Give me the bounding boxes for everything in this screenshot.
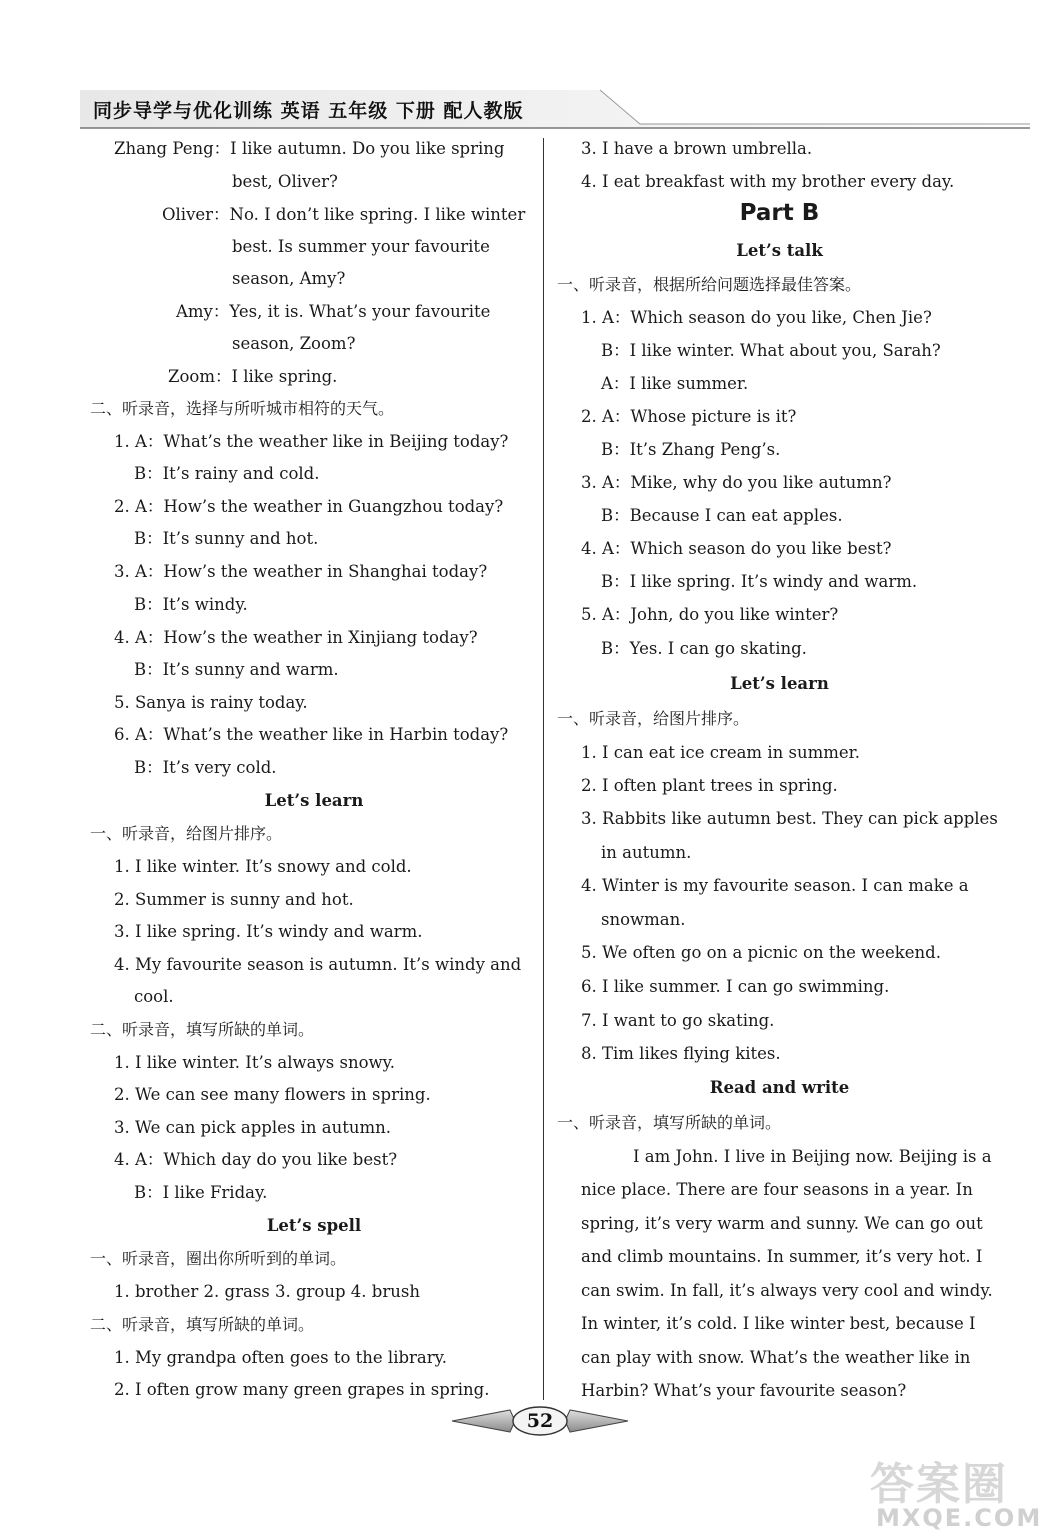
text-line: 6. I like summer. I can go swimming. xyxy=(581,977,890,996)
text-line: in autumn. xyxy=(601,843,692,862)
text-line: 7. I want to go skating. xyxy=(581,1011,775,1030)
text-line: Zhang Peng：I like autumn. Do you like spring xyxy=(114,139,505,158)
text-line: 1. brother 2. grass 3. group 4. brush xyxy=(114,1282,420,1301)
text-line: Oliver：No. I don’t like spring. I like winter xyxy=(162,205,526,224)
text-line: spring, it’s very warm and sunny. We can go out xyxy=(581,1214,983,1233)
text-line: B：I like Friday. xyxy=(134,1183,268,1202)
watermark-logo xyxy=(870,1448,1043,1536)
text-line: nice place. There are four seasons in a year. In xyxy=(581,1180,973,1199)
text-line: 4. A：Which day do you like best? xyxy=(114,1150,398,1169)
text-line: B：I like winter. What about you, Sarah? xyxy=(601,341,941,360)
text-line: 2. A：How’s the weather in Guangzhou today? xyxy=(114,497,504,516)
text-line: best. Is summer your favourite xyxy=(232,237,490,256)
column-divider xyxy=(543,138,544,1400)
text-line: 2. Summer is sunny and hot. xyxy=(114,890,354,909)
exercise-instruction: 一、听录音，给图片排序。 xyxy=(557,709,750,728)
text-line: 3. A：How’s the weather in Shanghai today? xyxy=(114,562,488,581)
exercise-instruction: 一、听录音，根据所给问题选择最佳答案。 xyxy=(557,275,862,294)
exercise-instruction: 一、听录音，填写所缺的单词。 xyxy=(557,1113,782,1132)
text-line: 2. I often grow many green grapes in spring. xyxy=(114,1380,490,1399)
text-line: season, Amy? xyxy=(232,269,346,288)
text-line: 1. A：Which season do you like, Chen Jie? xyxy=(581,308,932,327)
text-line: 4. A：Which season do you like best? xyxy=(581,539,892,558)
section-heading: Let’s talk xyxy=(736,241,823,260)
text-line: B：It’s rainy and cold. xyxy=(134,464,320,483)
exercise-instruction: 一、听录音，圈出你所听到的单词。 xyxy=(90,1249,347,1268)
text-line: B：It’s windy. xyxy=(134,595,248,614)
section-heading: Let’s spell xyxy=(266,1216,362,1235)
text-line: can play with snow. What’s the weather like in xyxy=(581,1348,971,1367)
exercise-instruction: 二、听录音，选择与所听城市相符的天气。 xyxy=(90,399,395,418)
text-line: B：It’s very cold. xyxy=(134,758,277,777)
section-heading: Let’s learn xyxy=(264,791,364,810)
text-line: 4. My favourite season is autumn. It’s windy and xyxy=(114,955,522,974)
text-line: 5. A：John, do you like winter? xyxy=(581,605,839,624)
text-line: 8. Tim likes flying kites. xyxy=(581,1044,781,1063)
exercise-instruction: 二、听录音，填写所缺的单词。 xyxy=(90,1020,315,1039)
text-line: 3. Rabbits like autumn best. They can pick apples xyxy=(581,809,998,828)
text-line: B：Yes. I can go skating. xyxy=(601,639,807,658)
text-line: B：Because I can eat apples. xyxy=(601,506,843,525)
text-line: Harbin? What’s your favourite season? xyxy=(581,1381,907,1400)
text-line: season, Zoom? xyxy=(232,334,356,353)
text-line: 2. A：Whose picture is it? xyxy=(581,407,797,426)
text-line: Zoom：I like spring. xyxy=(168,367,338,386)
text-line: Amy：Yes, it is. What’s your favourite xyxy=(176,302,491,321)
text-line: 1. I like winter. It’s always snowy. xyxy=(114,1053,396,1072)
section-heading: Let’s learn xyxy=(730,674,829,693)
text-line: B：I like spring. It’s windy and warm. xyxy=(601,572,918,591)
watermark-site: MXQE.COM xyxy=(876,1504,1043,1532)
page-number-ornament xyxy=(450,1404,630,1438)
text-line: 1. I can eat ice cream in summer. xyxy=(581,743,860,762)
text-line: A：I like summer. xyxy=(601,374,749,393)
text-line: 3. I like spring. It’s windy and warm. xyxy=(114,922,423,941)
text-line: In winter, it’s cold. I like winter best, because I xyxy=(581,1314,976,1333)
text-line: 2. We can see many flowers in spring. xyxy=(114,1085,431,1104)
text-line: 4. I eat breakfast with my brother every day. xyxy=(581,172,955,191)
exercise-instruction: 一、听录音，给图片排序。 xyxy=(90,824,283,843)
text-line: 2. I often plant trees in spring. xyxy=(581,776,838,795)
text-line: 1. A：What’s the weather like in Beijing today? xyxy=(114,432,509,451)
text-line: I am John. I live in Beijing now. Beijing is a xyxy=(633,1147,992,1166)
text-line: 1. My grandpa often goes to the library. xyxy=(114,1348,448,1367)
page-number: 52 xyxy=(526,1410,554,1432)
text-line: 3. We can pick apples in autumn. xyxy=(114,1118,391,1137)
text-line: B：It’s sunny and hot. xyxy=(134,529,319,548)
text-line: 3. A：Mike, why do you like autumn? xyxy=(581,473,892,492)
text-line: 4. A：How’s the weather in Xinjiang today? xyxy=(114,628,478,647)
text-line: and climb mountains. In summer, it’s very hot. I xyxy=(581,1247,983,1266)
text-line: B：It’s Zhang Peng’s. xyxy=(601,440,781,459)
text-line: 4. Winter is my favourite season. I can make a xyxy=(581,876,969,895)
text-line: 1. I like winter. It’s snowy and cold. xyxy=(114,857,412,876)
text-line: 5. We often go on a picnic on the weekend. xyxy=(581,943,941,962)
text-line: 5. Sanya is rainy today. xyxy=(114,693,308,712)
text-line: B：It’s sunny and warm. xyxy=(134,660,339,679)
text-line: 3. I have a brown umbrella. xyxy=(581,139,813,158)
text-line: snowman. xyxy=(601,910,686,929)
text-line: best, Oliver? xyxy=(232,172,338,191)
running-header-title: 同步导学与优化训练 英语 五年级 下册 配人教版 xyxy=(93,100,524,122)
text-line: can swim. In fall, it’s always very cool and windy. xyxy=(581,1281,993,1300)
text-line: cool. xyxy=(134,987,174,1006)
watermark-text: 答案圈 xyxy=(870,1459,1008,1510)
section-heading: Read and write xyxy=(709,1078,850,1097)
text-line: 6. A：What’s the weather like in Harbin today? xyxy=(114,725,509,744)
section-heading: Part B xyxy=(739,200,820,226)
exercise-instruction: 二、听录音，填写所缺的单词。 xyxy=(90,1315,315,1334)
